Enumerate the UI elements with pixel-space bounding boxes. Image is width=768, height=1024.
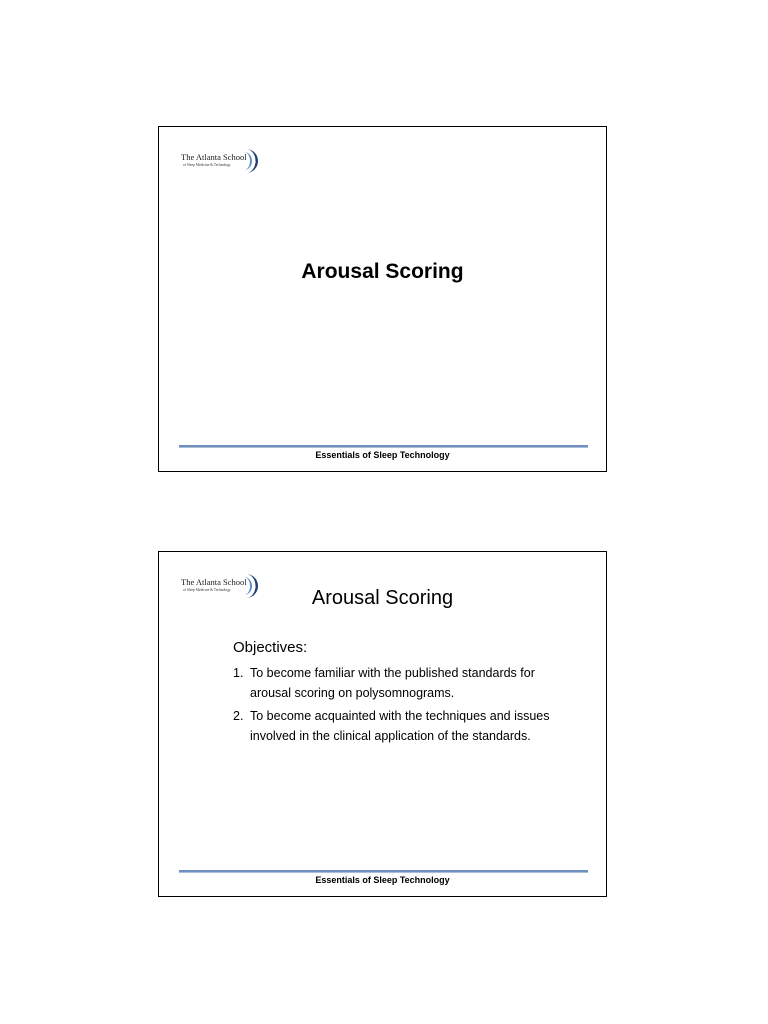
list-item [233, 663, 563, 703]
list-item-text: To become familiar with the published standards for arousal scoring on polysomnograms. [250, 666, 535, 700]
footer-divider [179, 870, 588, 873]
list-item-text: To become acquainted with the techniques and issues involved in the clinical application of the standards. [250, 709, 550, 743]
objectives-heading: Objectives: [233, 639, 308, 656]
list-item-number: 2. [233, 709, 244, 723]
footer-divider [179, 445, 588, 448]
slide-1 [158, 126, 607, 472]
slide-footer: Essentials of Sleep Technology [315, 875, 450, 885]
slide-footer: Essentials of Sleep Technology [315, 450, 450, 460]
slide-2 [158, 551, 607, 897]
objectives-list [233, 663, 563, 749]
list-item-number: 1. [233, 666, 244, 680]
logo-subtitle: of Sleep Medicine & Technology [183, 163, 231, 167]
crescent-moon-icon [237, 148, 259, 174]
logo-name: The Atlanta School [181, 577, 247, 587]
school-logo [179, 148, 259, 174]
logo-subtitle: of Sleep Medicine & Technology [183, 588, 231, 592]
slide-title: Arousal Scoring [301, 260, 464, 283]
list-item [233, 706, 563, 746]
slide-title: Arousal Scoring [311, 587, 454, 609]
logo-name: The Atlanta School [181, 152, 247, 162]
